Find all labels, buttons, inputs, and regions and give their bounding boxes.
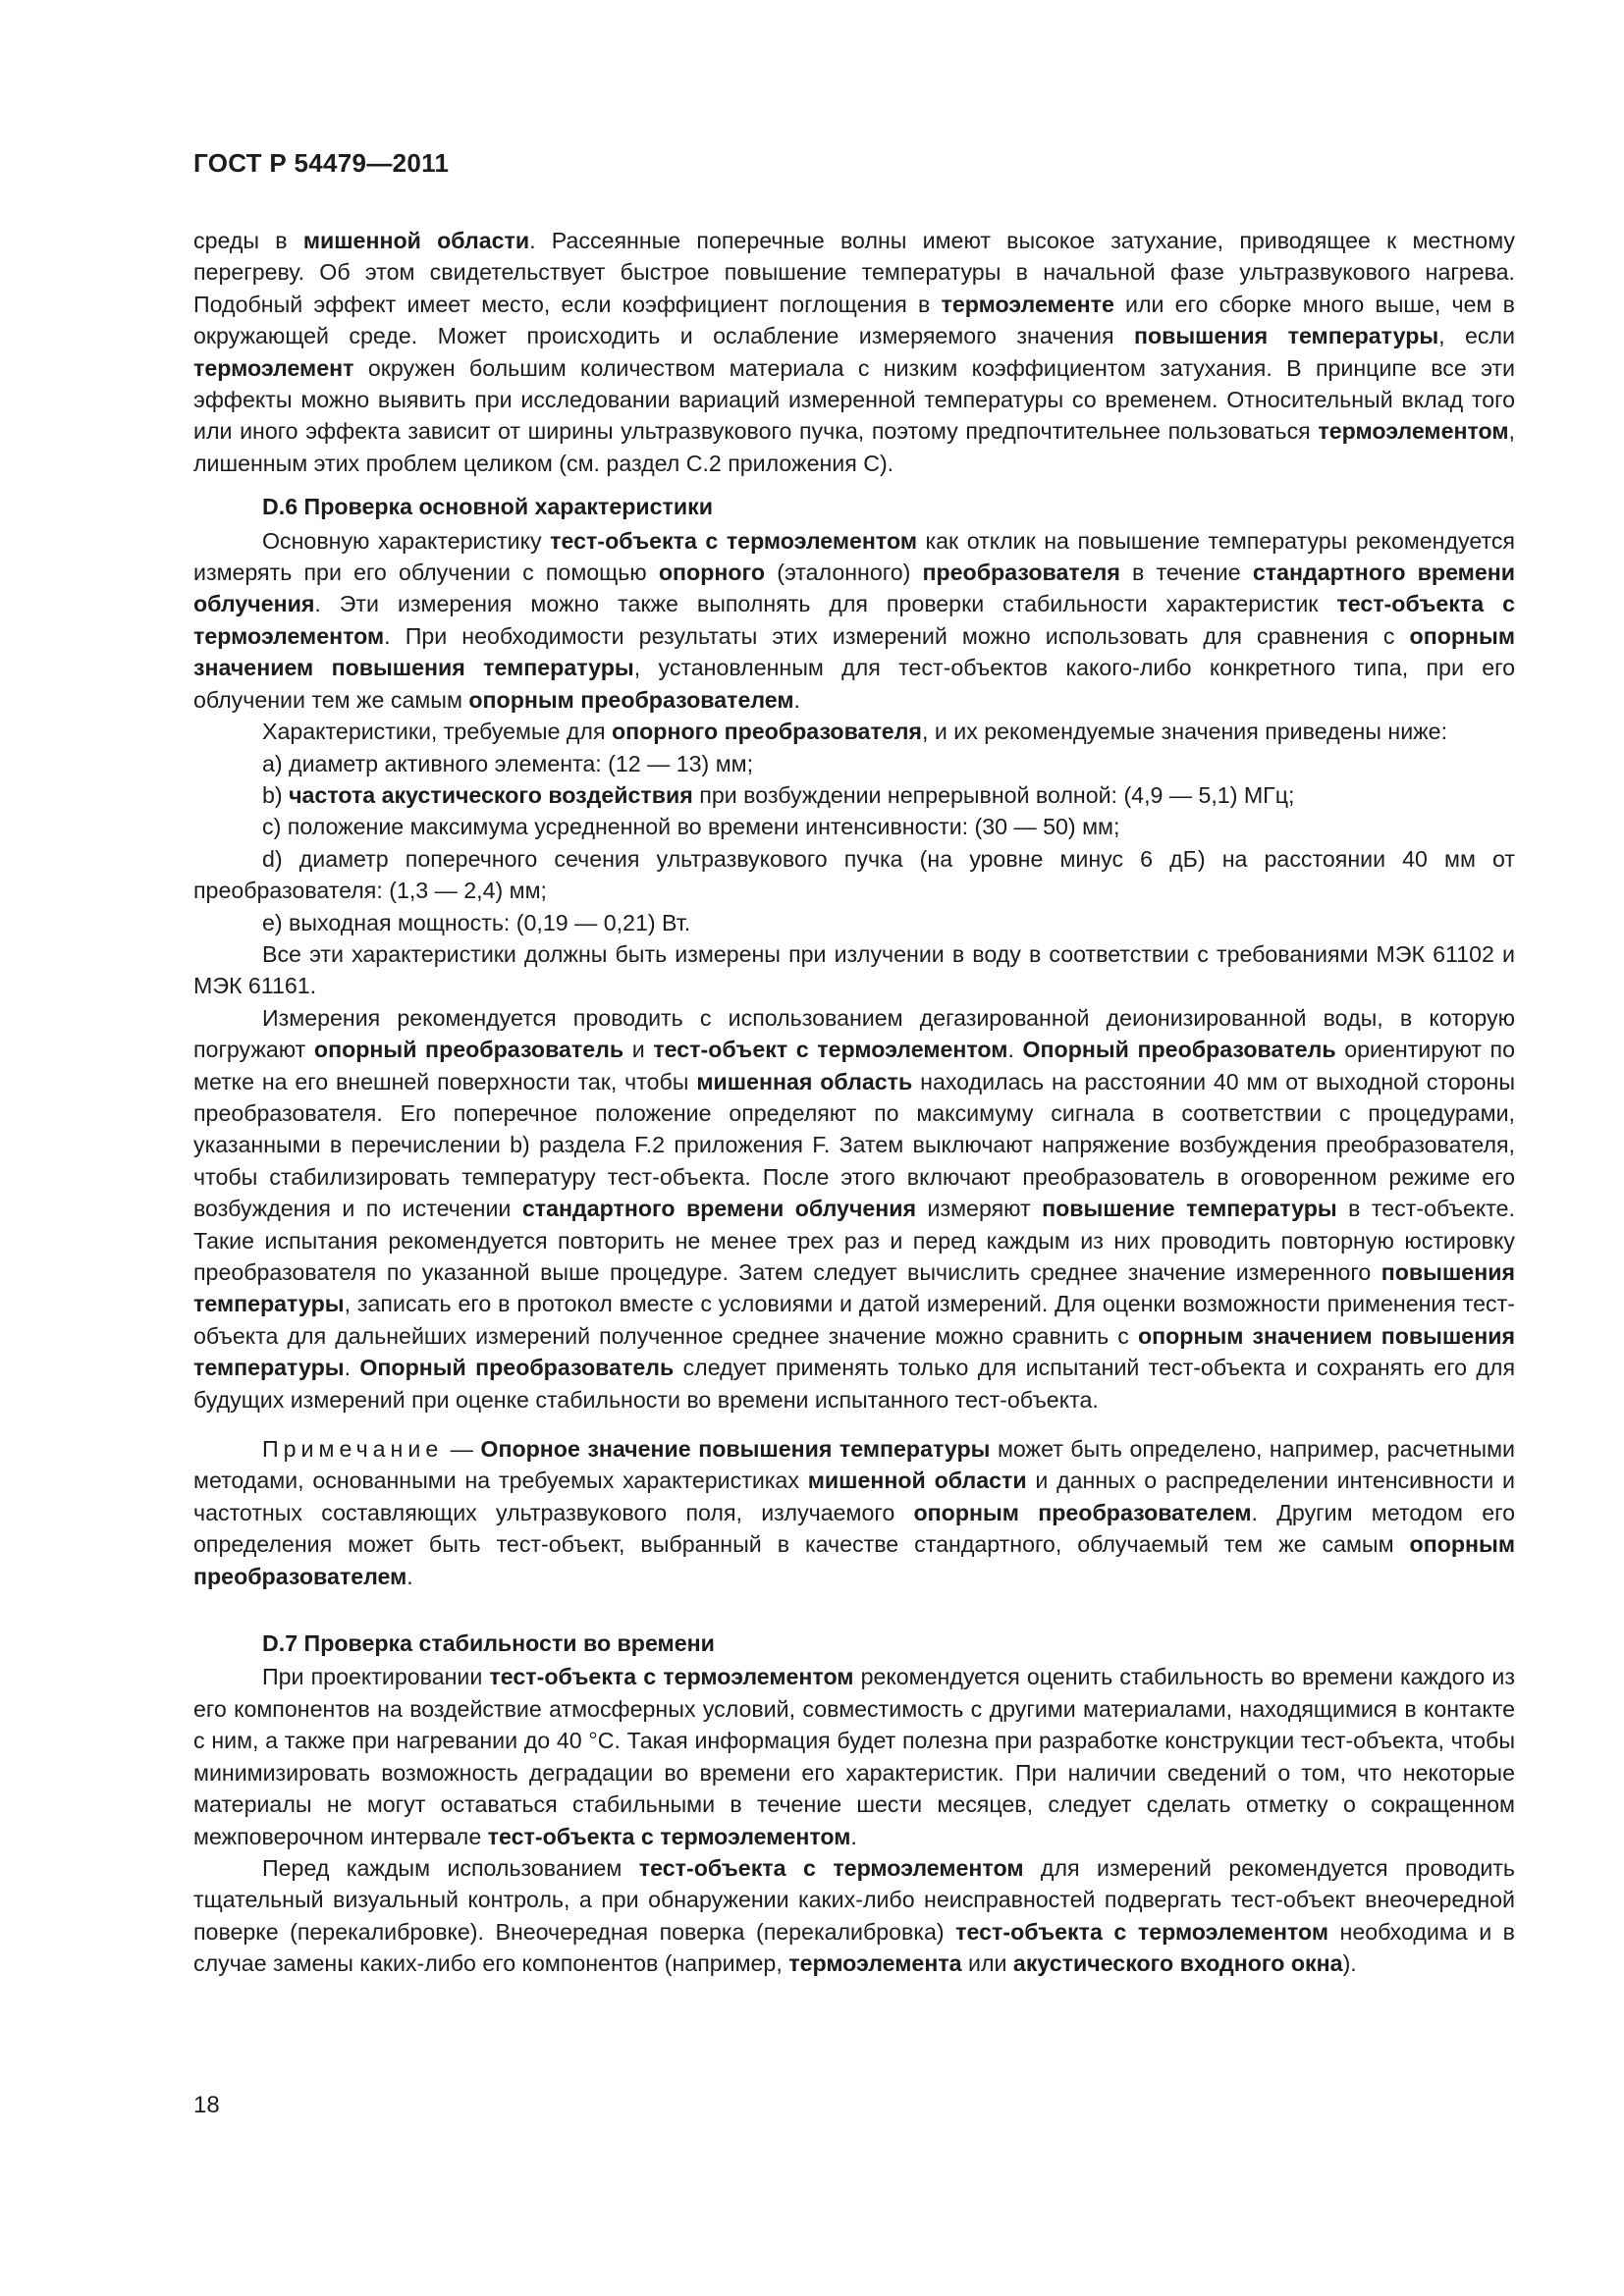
- bold-term: Опорный преобразователь: [359, 1355, 675, 1381]
- list-item-c: c) положение максимума усредненной во времени интенсивности: (30 — 50) мм;: [262, 814, 1120, 840]
- bold-term: частота акустического воздействия: [289, 781, 693, 808]
- bold-term: опорным преобразователем: [193, 1531, 1515, 1589]
- bold-term: опорного: [658, 560, 766, 586]
- d6-paragraph-1: Основную характеристику тест-объекта с термоэлементом как отклик на повышение температуры рекомендуется измерять при его облучении с помощью опорного (эталонного) преобразователя в течение стандартного времени облучения. Эти измерения можно также выполнять для проверки стабильности характеристик тест-объекта с термоэлементом. При необходимости результаты этих измерений можно использовать для сравнения с опорным значением повышения температуры, установленным для тест-объектов какого-либо конкретного типа, при его облучении тем же самым опорным преобразователем.: [193, 527, 1515, 713]
- note-label: Примечание: [262, 1436, 444, 1463]
- bold-term: тест-объекта с термоэлементом: [487, 1823, 851, 1849]
- bold-term: мишенной области: [807, 1468, 1027, 1494]
- bold-term: термоэлементе: [941, 291, 1114, 317]
- intro-paragraph: среды в мишенной области. Рассеянные поперечные волны имеют высокое затухание, приводящее к местному перегреву. Об этом свидетельствует быстрое повышение температуры в начальной фазе ультразвукового нагрева. Подобный эффект имеет место, если коэффициент поглощения в термоэлементе или его сборке много выше, чем в окружающей среде. Может происходить и ослабление измеряемого значения повышения температуры, если термоэлемент окружен большим количеством материала с низким коэффициентом затухания. В принципе все эти эффекты можно выявить при исследовании вариаций измеренной температуры со временем. Относительный вклад того или иного эффекта зависит от ширины ультразвукового пучка, поэтому предпочтительнее пользоваться термоэлементом, лишенным этих проблем целиком (см. раздел С.2 приложения С).: [193, 228, 1516, 476]
- bold-term: термоэлемент: [193, 354, 354, 381]
- bold-term: тест-объекта с термоэлементом: [638, 1854, 1024, 1881]
- bold-term: Опорный преобразователь: [1022, 1037, 1336, 1063]
- bold-term: тест-объект с термоэлементом: [653, 1037, 1008, 1063]
- section-heading-d7: D.7 Проверка стабильности во времени: [262, 1630, 715, 1657]
- page-number: 18: [193, 2092, 220, 2118]
- bold-term: термоэлемента: [788, 1950, 962, 1977]
- d6-paragraph-2: Характеристики, требуемые для опорного преобразователя, и их рекомендуемые значения приведены ниже:: [262, 719, 1448, 745]
- note-paragraph: Примечание — Опорное значение повышения температуры может быть определено, например, расчетными методами, основанными на требуемых характеристиках мишенной области и данных о распределении интенсивности и частотных составляющих ультразвукового поля, излучаемого опорным преобразователем. Другим методом его определения может быть тест-объект, выбранный в качестве стандартного, облучаемый тем же самым опорным преобразователем.: [193, 1436, 1515, 1589]
- bold-term: опорным преобразователем: [913, 1499, 1252, 1525]
- bold-term: опорного преобразователя: [611, 719, 922, 745]
- bold-term: повышение температуры: [1042, 1196, 1337, 1222]
- list-item-a: a) диаметр активного элемента: (12 — 13) мм;: [262, 750, 754, 776]
- bold-term: стандартного времени облучения: [521, 1196, 917, 1222]
- d7-paragraph-2: Перед каждым использованием тест-объекта с термоэлементом для измерений рекомендуется проводить тщательный визуальный контроль, а при обнаружении каких-либо неисправностей подвергать тест-объект внеочередной поверке (перекалибровке). Внеочередная поверка (перекалибровка) тест-объекта с термоэлементом необходима и в случае замены каких-либо его компонентов (например, термоэлемента или акустического входного окна).: [193, 1854, 1515, 1977]
- list-item-e: e) выходная мощность: (0,19 — 0,21) Вт.: [262, 909, 691, 935]
- bold-term: мишенной области: [302, 228, 530, 253]
- bold-term: опорным значением повышения температуры: [193, 622, 1515, 681]
- section-heading-d6: D.6 Проверка основной характеристики: [262, 494, 714, 520]
- bold-term: опорным преобразователем: [468, 686, 794, 713]
- document-header: ГОСТ Р 54479—2011: [193, 148, 450, 178]
- bold-term: опорным значением повышения температуры: [193, 1322, 1515, 1381]
- bold-term: термоэлементом: [1318, 418, 1509, 445]
- list-item-b: b) частота акустического воздействия при возбуждении непрерывной волной: (4,9 — 5,1) МГц;: [262, 781, 1295, 808]
- d6-paragraph-3: Все эти характеристики должны быть измерены при излучении в воду в соответствии с требованиями МЭК 61102 и МЭК 61161.: [193, 940, 1515, 999]
- bold-term: тест-объекта с термоэлементом: [489, 1664, 854, 1690]
- d6-paragraph-4: Измерения рекомендуется проводить с использованием дегазированной деионизированной воды, в которую погружают опорный преобразователь и тест-объект с термоэлементом. Опорный преобразователь ориентируют по метке на его внешней поверхности так, чтобы мишенная область находилась на расстоянии 40 мм от выходной стороны преобразователя. Его поперечное положение определяют по максимуму сигнала в соответствии с процедурами, указанными в перечислении b) раздела F.2 приложения F. Затем выключают напряжение возбуждения преобразователя, чтобы стабилизировать температуру тест-объекта. После этого включают преобразователь в оговоренном режиме его возбуждения и по истечении стандартного времени облучения измеряют повышение температуры в тест-объекте. Такие испытания рекомендуется повторить не менее трех раз и перед каждым из них проводить повторную юстировку преобразователя по указанной выше процедуре. Затем следует вычислить среднее значение измеренного повышения температуры, записать его в протокол вместе с условиями и датой измерений. Для оценки возможности применения тест-объекта для дальнейших измерений полученное среднее значение можно сравнить с опорным значением повышения температуры. Опорный преобразователь следует применять только для испытаний тест-объекта и сохранять его для будущих измерений при оценке стабильности во времени испытанного тест-объекта.: [193, 1004, 1516, 1413]
- bold-term: повышения температуры: [193, 1259, 1515, 1317]
- bold-term: Опорное значение повышения температуры: [480, 1436, 991, 1463]
- bold-term: тест-объекта с термоэлементом: [955, 1918, 1329, 1945]
- bold-term: стандартного времени облучения: [193, 560, 1515, 617]
- bold-term: тест-объекта с термоэлементом: [193, 591, 1515, 649]
- bold-term: повышения температуры: [1133, 323, 1439, 349]
- list-item-d: d) диаметр поперечного сечения ультразвукового пучка (на уровне минус 6 дБ) на расстоянии 40 мм от преобразователя: (1,3 — 2,4) мм;: [193, 845, 1515, 904]
- bold-term: тест-объекта с термоэлементом: [550, 527, 917, 554]
- bold-term: акустического входного окна: [1012, 1950, 1343, 1977]
- d7-paragraph-1: При проектировании тест-объекта с термоэлементом рекомендуется оценить стабильность во времени каждого из его компонентов на воздействие атмосферных условий, совместимость с другими материалами, находящимися в контакте с ним, а также при нагревании до 40 °С. Такая информация будет полезна при разработке конструкции тест-объекта, чтобы минимизировать возможность деградации во времени его характеристик. При наличии сведений о том, что некоторые материалы не могут оставаться стабильными в течение шести месяцев, следует сделать отметку о сокращенном межповерочном интервале тест-объекта с термоэлементом.: [193, 1664, 1516, 1849]
- bold-term: преобразователя: [922, 560, 1120, 586]
- bold-term: мишенная область: [696, 1068, 913, 1095]
- bold-term: опорный преобразователь: [313, 1037, 624, 1063]
- document-body: [193, 225, 1515, 1980]
